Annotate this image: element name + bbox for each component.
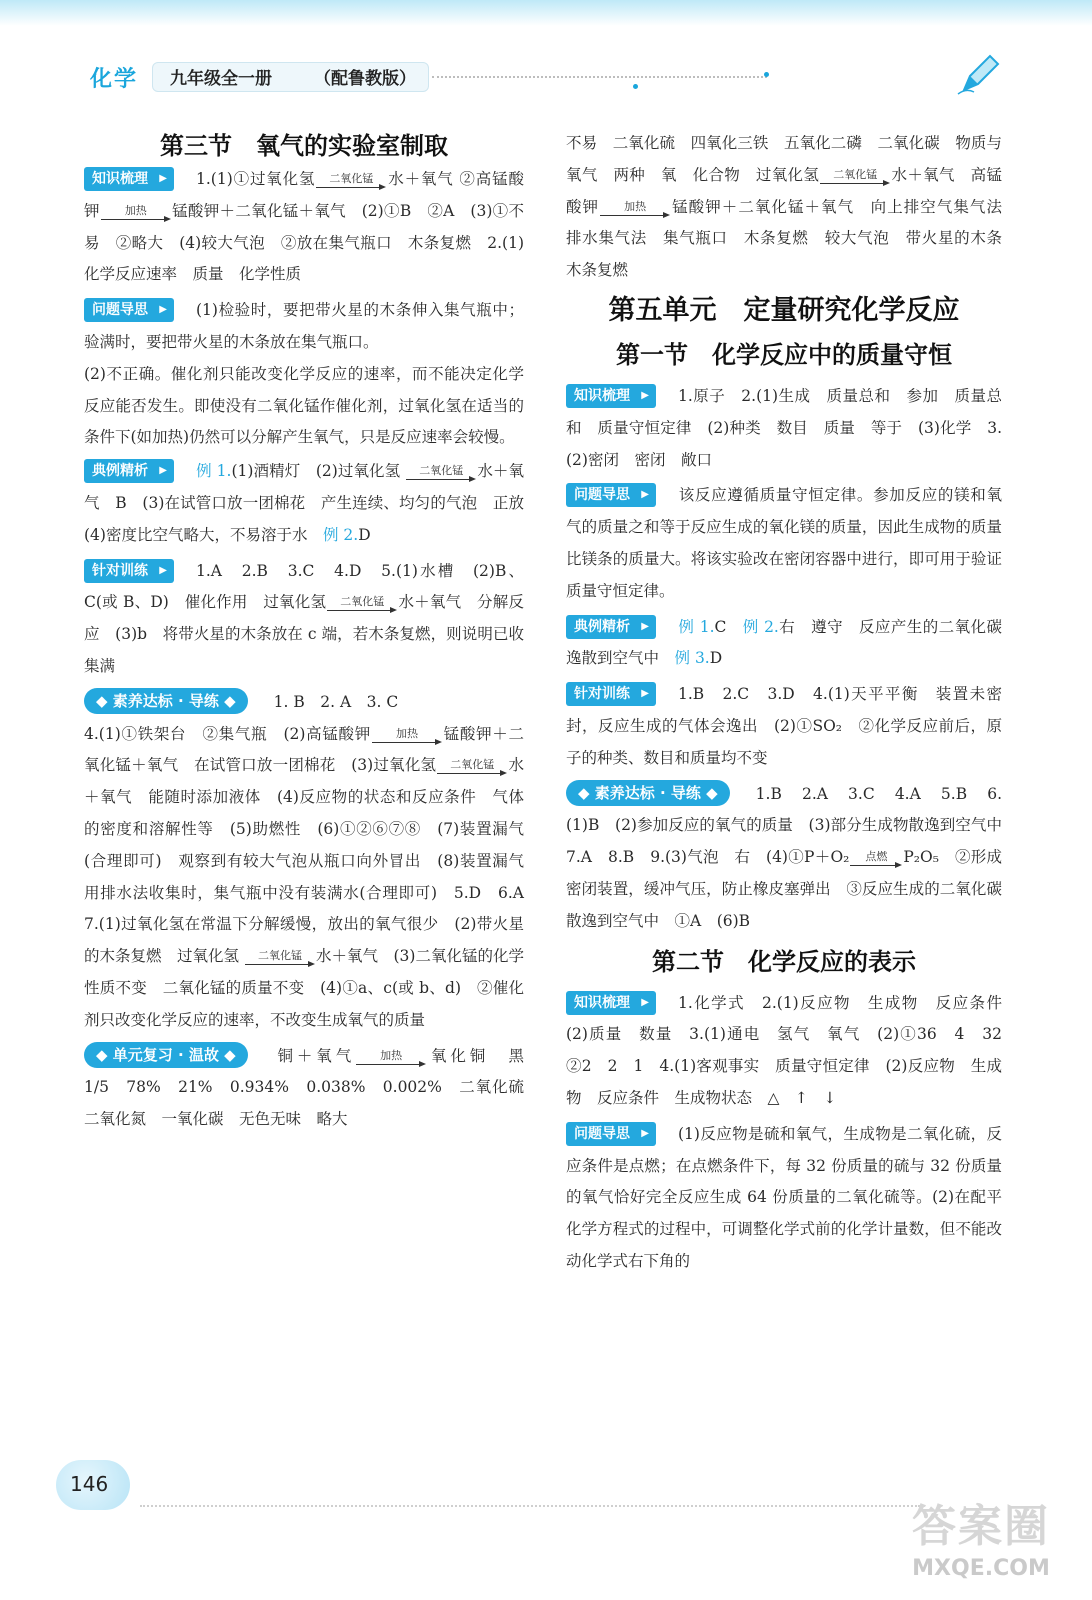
- guide-paragraph: 问题导思 ▶ (1)检验时，要把带火星的木条伸入集气瓶中；验满时，要把带火星的木条放在集气瓶口。: [84, 295, 524, 359]
- header-divider: [432, 76, 767, 78]
- watermark-logo: [896, 1498, 1066, 1594]
- literacy-paragraph: ◆ 素养达标 · 导练 ◆ 1.B 2.A 3.C 4.A 5.B 6.(1)B (2)参加反应的氧气的质量 (3)部分生成物散逸到空气中 7.A 8.B 9.(3)气泡 右 (4)①P＋O₂ 点燃 P₂O₅ ②形成密闭装置，缓冲气压，防止橡皮塞弹出 ③反应生成的二氧化碳散逸到空气中 ①A (6)B: [566, 779, 1002, 938]
- footer-divider: [140, 1505, 920, 1507]
- review-paragraph: ◆ 单元复习 · 温故 ◆ 铜＋氧气 加热 氧化铜 黑 1/5 78% 21% 0.934% 0.038% 0.002% 二氧化硫 二氧化氮 一氧化碳 无色无味 略大: [84, 1041, 524, 1136]
- unit-title: 第五单元 定量研究化学反应: [608, 294, 960, 326]
- guide-paragraph: 问题导思 ▶ (1)反应物是硫和氧气，生成物是二氧化硫，反应条件是点燃；在点燃条件下，每 32 份质量的硫与 32 份质量的氧气恰好完全反应生成 64 份质量的二氧化硫等。(2)在配平化学方程式的过程中，可调整化学式前的化学计量数，但不能改动化学式右下角的: [566, 1119, 1002, 1278]
- section-title: 第二节 化学反应的表示: [652, 946, 916, 976]
- knowledge-paragraph: 知识梳理 ▶ 1.化学式 2.(1)反应物 生成物 反应条件 (2)质量 数量 3.(1)通电 氢气 氧气 (2)①36 4 32 ②2 2 1 4.(1)客观事实 质量守恒定律 (2)反应物 生成物 反应条件 生成物状态 △ ↑ ↓: [566, 988, 1002, 1115]
- reaction-arrow: 点燃: [850, 851, 902, 869]
- watermark-top: 答案圈: [912, 1501, 1050, 1552]
- drill-tag: 针对训练 ▶: [84, 559, 174, 583]
- example-tag: 典例精析 ▶: [566, 615, 656, 639]
- reaction-arrow: 二氧化锰: [820, 169, 890, 187]
- example-paragraph: 典例精析 ▶ 例 1.C 例 2.右 遵守 反应产生的二氧化碳逸散到空气中 例 3.D: [566, 612, 1002, 676]
- review-tag: ◆ 单元复习 · 温故 ◆: [84, 1042, 248, 1068]
- literacy-tag: ◆ 素养达标 · 导练 ◆: [84, 688, 248, 714]
- drill-paragraph: 针对训练 ▶ 1.B 2.C 3.D 4.(1)天平平衡 装置未密封，反应生成的气体会逸出 (2)①SO₂ ②化学反应前后，原子的种类、数目和质量均不变: [566, 679, 1002, 774]
- example-tag: 典例精析 ▶: [84, 459, 174, 483]
- knowledge-tag: 知识梳理 ▶: [566, 991, 656, 1015]
- reaction-arrow: 二氧化锰: [327, 596, 397, 614]
- knowledge-tag: 知识梳理 ▶: [84, 167, 174, 191]
- continued-paragraph: 不易 二氧化硫 四氧化三铁 五氧化二磷 二氧化碳 物质与氧气 两种 氧 化合物 过氧化氢 二氧化锰 水＋氧气 高锰酸钾 加热 锰酸钾＋二氧化锰＋氧气 向上排空气集气法 排水集气法 集气瓶口 木条复燃 较大气泡 带火星的木条 木条复燃: [566, 134, 1018, 280]
- header-dot: [633, 84, 638, 89]
- watermark-bottom: MXQE.COM: [912, 1556, 1050, 1581]
- reaction-arrow: 加热: [600, 201, 670, 219]
- section-title: 第三节 氧气的实验室制取: [160, 131, 448, 160]
- literacy-paragraph: ◆ 素养达标 · 导练 ◆ 1. B 2. A 3. C: [84, 687, 524, 719]
- guide-paragraph-2: (2)不正确。催化剂只能改变化学反应的速率，而不能决定化学反应能否发生。即使没有二氧化锰作催化剂，过氧化氢在适当的条件下(如加热)仍然可以分解产生氧气，只是反应速率会较慢。: [84, 364, 524, 447]
- knowledge-paragraph: 知识梳理 ▶ 1.(1)①过氧化氢 二氧化锰 水＋氧气 ②高锰酸钾 加热 锰酸钾＋二氧化锰＋氧气 (2)①B ②A (3)①不易 ②略大 (4)较大气泡 ②放在集气瓶口 木条复燃 2.(1)化学反应速率 质量 化学性质: [84, 164, 524, 291]
- reaction-arrow: 二氧化锰: [245, 950, 315, 968]
- guide-tag: 问题导思 ▶: [566, 483, 656, 507]
- literacy-paragraph-2: 4.(1)①铁架台 ②集气瓶 (2)高锰酸钾 加热 锰酸钾＋二氧化锰＋氧气 在试管口放一团棉花 (3)过氧化氢 二氧化锰 水＋氧气 能随时添加液体 (4)反应物的状态和反应条件 气体的密度和溶解性等 (5)助燃性 (6)①②⑥⑦⑧ (7)装置漏气(合理即可) 观察到有较大气泡从瓶口向外冒出 (8)装置漏气 用排水法收集时，集气瓶中没有装满水(合理即可) 5.D 6.A 7.(1)过氧化氢在常温下分解缓慢，放出的氧气很少 (2)带火星的木条复燃 过氧化氢 二氧化锰 水＋氧气 (3)二氧化锰的化学性质不变 二氧化锰的质量不变 (4)①a、c(或 b、d) ②催化剂只改变化学反应的速率，不改变生成氧气的质量: [84, 724, 540, 1029]
- reaction-arrow: 加热: [101, 205, 171, 223]
- knowledge-tag: 知识梳理 ▶: [566, 384, 656, 408]
- reaction-arrow: 二氧化锰: [437, 759, 507, 777]
- drill-tag: 针对训练 ▶: [566, 682, 656, 706]
- knowledge-paragraph: 知识梳理 ▶ 1.原子 2.(1)生成 质量总和 参加 质量总和 质量守恒定律 (2)种类 数目 质量 等于 (3)化学 3.(2)密闭 密闭 敞口: [566, 381, 1002, 476]
- page-number: 146: [70, 1472, 109, 1496]
- section-title: 第一节 化学反应中的质量守恒: [616, 339, 952, 369]
- guide-paragraph: 问题导思 ▶ 该反应遵循质量守恒定律。参加反应的镁和氧气的质量之和等于反应生成的氧化镁的质量，因此生成物的质量比镁条的质量大。将该实验改在密闭容器中进行，即可用于验证质量守恒定律。: [566, 480, 1002, 607]
- reaction-arrow: 二氧化锰: [316, 173, 386, 191]
- edition-label: （配鲁教版）: [314, 69, 416, 89]
- right-column: [566, 128, 1018, 1278]
- reaction-arrow: 加热: [372, 728, 442, 746]
- guide-tag: 问题导思 ▶: [566, 1122, 656, 1146]
- subject-label: 化学: [90, 67, 139, 92]
- drill-paragraph: 针对训练 ▶ 1.A 2.B 3.C 4.D 5.(1)水槽 (2)B、C(或 B、D) 催化作用 过氧化氢 二氧化锰 水＋氧气 分解反应 (3)b 将带火星的木条放在 c 端，若木条复燃，则说明已收集满: [84, 556, 524, 683]
- example-paragraph: 典例精析 ▶ 例 1.(1)酒精灯 (2)过氧化氢 二氧化锰 水＋氧气 B (3)在试管口放一团棉花 产生连续、均匀的气泡 正放 (4)密度比空气略大，不易溶于水 例 2.D: [84, 456, 524, 551]
- reaction-arrow: 加热: [356, 1050, 426, 1068]
- reaction-arrow: 二氧化锰: [406, 465, 476, 483]
- header-dot: [764, 72, 769, 77]
- grade-label: 九年级全一册: [170, 69, 272, 89]
- pen-icon: [956, 50, 1002, 96]
- literacy-tag: ◆ 素养达标 · 导练 ◆: [566, 780, 730, 806]
- guide-tag: 问题导思 ▶: [84, 298, 174, 322]
- left-column: [84, 128, 540, 1136]
- top-band: [0, 0, 1092, 26]
